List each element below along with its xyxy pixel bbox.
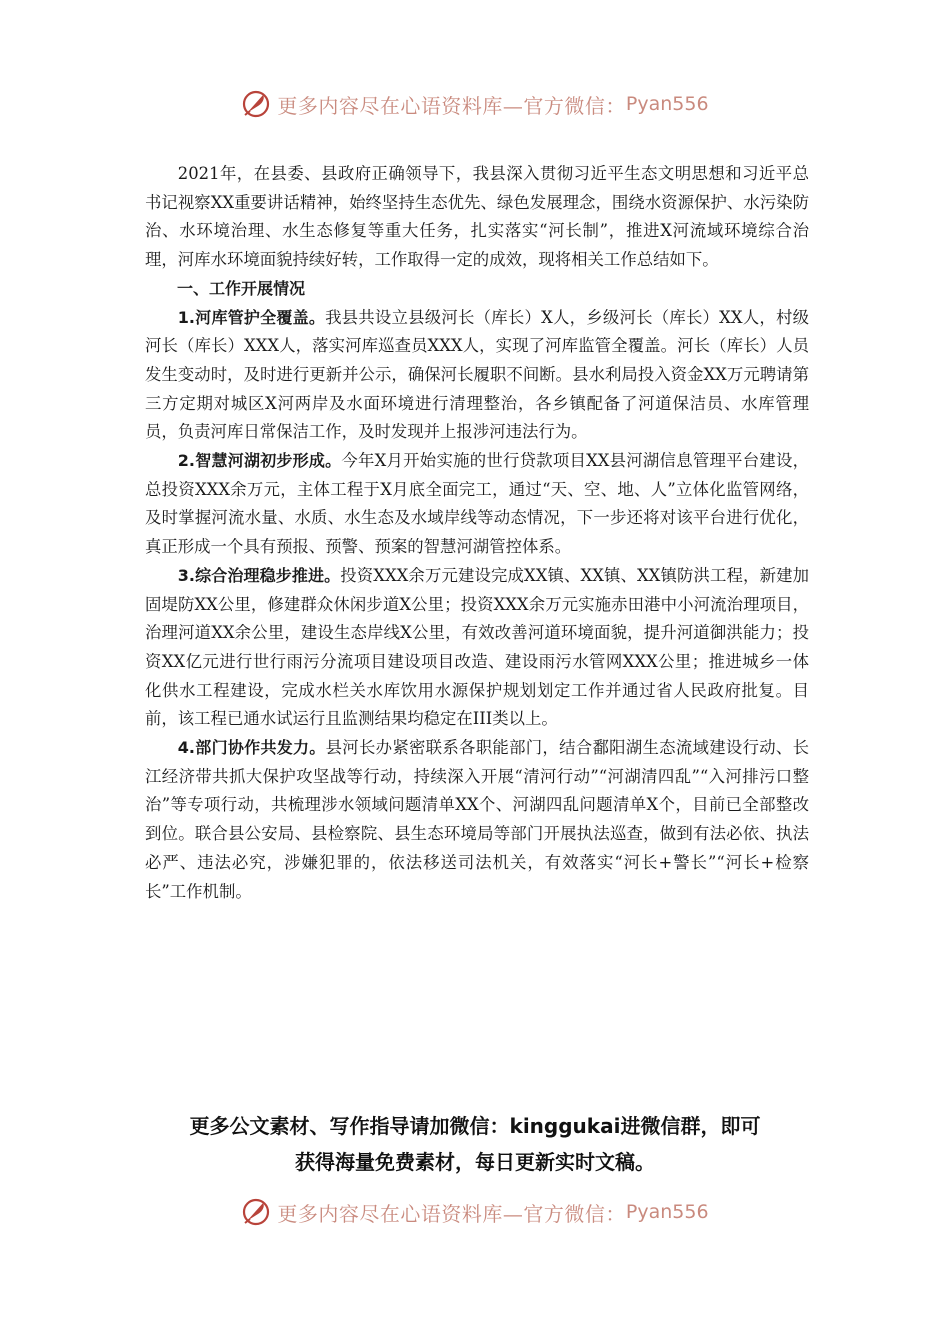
- promo-line: 更多公文素材、写作指导请加微信：kinggukai进微信群，即可: [189, 1114, 761, 1138]
- item-paragraph: [145, 447, 809, 562]
- banner-wechat-id: Pyan556: [625, 93, 709, 115]
- item-body: 县河长办紧密联系各职能部门，结合鄱阳湖生态流域建设行动、长江经济带共抓大保护攻坚战等行动，持续深入开展“清河行动”“河湖清四乱”“入河排污口整治”等专项行动，共梳理涉水领域问题清单XX个、河湖四乱问题清单X个，目前已全部整改到位。联合县公安局、县检察院、县生态环境局等部门开展执法巡查，做到有法必依、执法必严、违法必究，涉嫌犯罪的，依法移送司法机关，有效落实“河长+警长”“河长+检察长”工作机制。: [145, 738, 810, 901]
- item-body: 今年X月开始实施的世行贷款项目XX县河湖信息管理平台建设，总投资XXX余万元，主体工程于X月底全面完工，通过“天、空、地、人”立体化监管网络，及时掌握河流水量、水质、水生态及水域岸线等动态情况，下一步还将对该平台进行优化，真正形成一个具有预报、预警、预案的智慧河湖管控体系。: [145, 451, 809, 557]
- item-lead: 1.河库管护全覆盖。: [177, 307, 326, 327]
- document-body: [145, 160, 809, 906]
- banner-text: 更多内容尽在心语资料库—官方微信：: [277, 1201, 626, 1226]
- intro-paragraph: 2021年，在县委、县政府正确领导下，我县深入贯彻习近平生态文明思想和习近平总书记视察XX重要讲话精神，始终坚持生态优先、绿色发展理念，围绕水资源保护、水污染防治、水环境治理、水生态修复等重大任务，扎实落实“河长制”，推进X河流域环境综合治理，河库水环境面貌持续好转，工作取得一定的成效，现将相关工作总结如下。: [145, 164, 809, 270]
- item-paragraph: [145, 304, 809, 448]
- promo-block: [0, 1108, 950, 1180]
- item-lead: 3.综合治理稳步推进。: [177, 565, 341, 585]
- quill-logo-icon: [241, 1197, 271, 1227]
- section-heading: 一、工作开展情况: [177, 278, 306, 298]
- quill-logo-icon: [241, 89, 271, 119]
- promo-line: 获得海量免费素材，每日更新实时文稿。: [295, 1150, 655, 1174]
- header-banner: [0, 84, 950, 124]
- item-paragraph: [145, 562, 809, 734]
- item-paragraph: [145, 734, 809, 906]
- item-lead: 2.智慧河湖初步形成。: [177, 451, 342, 471]
- footer-banner: [0, 1192, 950, 1232]
- item-body: 投资XXX余万元建设完成XX镇、XX镇、XX镇防洪工程，新建加固堤防XX公里，修建群众休闲步道X公里；投资XXX余万元实施赤田港中小河流治理项目，治理河道XX余公里，建设生态岸线X公里，有效改善河道环境面貌，提升河道御洪能力；投资XX亿元进行世行雨污分流项目建设项目改造、建设雨污水管网XXX公里；推进城乡一体化供水工程建设，完成水栏关水库饮用水源保护规划划定工作并通过省人民政府批复。目前，该工程已通水试运行且监测结果均稳定在III类以上。: [145, 565, 809, 729]
- banner-wechat-id: Pyan556: [625, 1201, 709, 1223]
- item-body: 我县共设立县级河长（库长）X人，乡级河长（库长）XX人，村级河长（库长）XXX人，落实河库巡查员XXX人，实现了河库监管全覆盖。河长（库长）人员发生变动时，及时进行更新并公示，确保河长履职不间断。县水利局投入资金XX万元聘请第三方定期对城区X河两岸及水面环境进行清理整治，各乡镇配备了河道保洁员、水库管理员，负责河库日常保洁工作，及时发现并上报涉河违法行为。: [145, 307, 809, 442]
- item-lead: 4.部门协作共发力。: [177, 738, 326, 758]
- banner-text: 更多内容尽在心语资料库—官方微信：: [277, 93, 626, 118]
